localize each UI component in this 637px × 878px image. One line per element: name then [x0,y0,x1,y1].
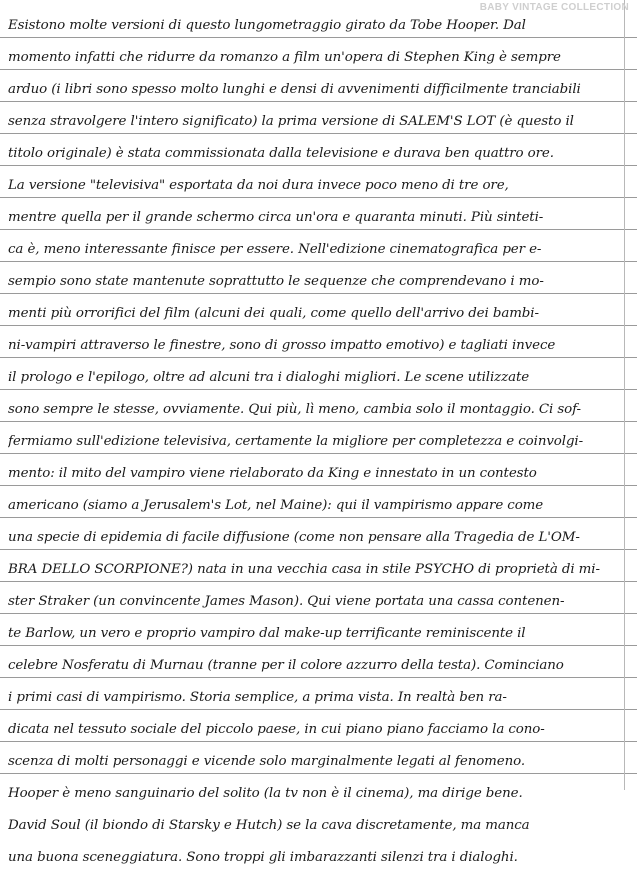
text-line: americano (siamo a Jerusalem's Lot, nel Maine): qui il vampirismo appare come [8,498,544,513]
text-line: menti più orrorifici del film (alcuni dei quali, come quello dell'arrivo dei bambi- [8,306,539,321]
text-line: sono sempre le stesse, ovviamente. Qui più, lì meno, cambia solo il montaggio. Ci sof- [8,402,581,417]
margin-line [624,0,625,790]
text-line: ster Straker (un convincente James Mason). Qui viene portata una cassa contenen- [8,594,565,609]
text-line: Hooper è meno sanguinario del solito (la tv non è il cinema), ma dirige bene. [8,786,523,801]
handwritten-text [8,14,620,878]
text-line: David Soul (il biondo di Starsky e Hutch) se la cava discretamente, ma manca [8,818,530,833]
text-line: dicata nel tessuto sociale del piccolo paese, in cui piano piano facciamo la cono- [8,722,545,737]
text-line: senza stravolgere l'intero significato) la prima versione di SALEM'S LOT (è questo il [8,114,574,129]
text-line: ca è, meno interessante finisce per essere. Nell'edizione cinematografica per e- [8,242,542,257]
text-line: celebre Nosferatu di Murnau (tranne per il colore azzurro della testa). Cominciano [8,658,564,673]
text-line: titolo originale) è stata commissionata dalla televisione e durava ben quattro ore. [8,146,554,161]
text-line: La versione "televisiva" esportata da noi dura invece poco meno di tre ore, [8,178,509,193]
text-line: il prologo e l'epilogo, oltre ad alcuni tra i dialoghi migliori. Le scene utilizzate [8,370,530,385]
text-line: scenza di molti personaggi e vicende solo marginalmente legati al fenomeno. [8,754,526,769]
text-line: te Barlow, un vero e proprio vampiro dal make-up terrificante reminiscente il [8,626,526,641]
text-line: una specie di epidemia di facile diffusione (come non pensare alla Tragedia de L'OM- [8,530,580,545]
text-line: mentre quella per il grande schermo circa un'ora e quaranta minuti. Più sinteti- [8,210,544,225]
text-line: sempio sono state mantenute soprattutto le sequenze che comprendevano i mo- [8,274,544,289]
text-line: ni-vampiri attraverso le finestre, sono di grosso impatto emotivo) e tagliati invece [8,338,556,353]
watermark: BABY VINTAGE COLLECTION [479,2,629,13]
text-line: Esistono molte versioni di questo lungometraggio girato da Tobe Hooper. Dal [8,18,526,33]
text-line: mento: il mito del vampiro viene rielaborato da King e innestato in un contesto [8,466,537,481]
text-line: fermiamo sull'edizione televisiva, certamente la migliore per completezza e coinvolgi- [8,434,584,449]
text-line: momento infatti che ridurre da romanzo a film un'opera di Stephen King è sempre [8,50,561,65]
text-line: arduo (i libri sono spesso molto lunghi e densi di avvenimenti difficilmente tranciabili [8,82,581,97]
text-line: BRA DELLO SCORPIONE?) nata in una vecchia casa in stile PSYCHO di proprietà di mi- [8,562,600,577]
text-line: una buona sceneggiatura. Sono troppi gli imbarazzanti silenzi tra i dialoghi. [8,850,518,865]
text-line: i primi casi di vampirismo. Storia semplice, a prima vista. In realtà ben ra- [8,690,507,705]
